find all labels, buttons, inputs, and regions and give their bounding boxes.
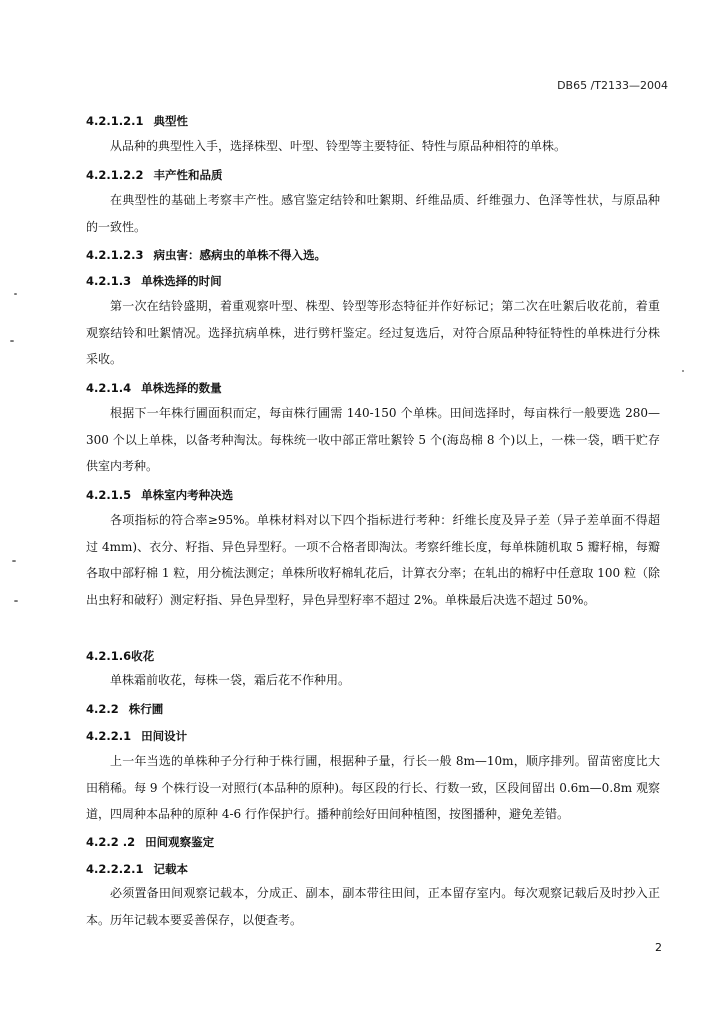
section-heading-4-2-2-1 (86, 728, 187, 744)
scan-speck (14, 293, 17, 295)
paragraph-selection-time: 第一次在结铃盛期，着重观察叶型、株型、铃型等形态特征并作好标记；第二次在吐絮后收花前，着重观察结铃和吐絮情况。选择抗病单株，进行劈杆鉴定。经过复选后，对符合原品种特征特性的单株进行分株采收。 (86, 299, 660, 366)
section-number: 4.2.1.6 (86, 649, 132, 663)
section-heading-4-2-1-6 (86, 648, 154, 664)
section-title: 记载本 (153, 862, 188, 876)
section-number: 4.2.1.3 (86, 274, 132, 288)
section-title: 田间设计 (141, 729, 188, 743)
scan-speck (14, 600, 18, 602)
section-number: 4.2.1.4 (86, 381, 132, 395)
paragraph-typicality: 从品种的典型性入手，选择株型、叶型、铃型等主要特征、特性与原品种相符的单株。 (110, 139, 567, 153)
paragraph-yield-quality: 在典型性的基础上考察丰产性。感官鉴定结铃和吐絮期、纤维品质、纤维强力、色泽等性状，与原品种的一致性。 (86, 193, 660, 234)
paragraph-harvest: 单株霜前收花，每株一袋，霜后花不作种用。 (110, 673, 351, 687)
section-title: 收花 (131, 649, 155, 663)
section-number: 4.2.2.2.1 (86, 862, 144, 876)
section-title: 株行圃 (128, 702, 164, 716)
scan-speck (10, 340, 14, 342)
scan-speck (12, 560, 16, 562)
section-heading-4-2-1-3 (86, 273, 222, 289)
section-heading-4-2-2-2 (86, 834, 214, 850)
section-heading-4-2-1-2-2 (86, 167, 222, 183)
section-heading-4-2-2 (86, 701, 163, 717)
section-title: 病虫害：感病虫的单株不得入选。 (153, 248, 326, 262)
section-heading-4-2-1-2-3 (86, 247, 326, 263)
section-number: 4.2.1.2.1 (86, 114, 144, 128)
section-title: 丰产性和品质 (153, 168, 223, 182)
section-title: 单株选择的数量 (141, 381, 222, 395)
section-title: 单株选择的时间 (141, 274, 222, 288)
paragraph-selection-quantity: 根据下一年株行圃面积而定，每亩株行圃需 140-150 个单株。田间选择时，每亩株行一般要选 280—300 个以上单株，以备考种淘汰。每株统一收中部正常吐絮铃 5 个(海岛棉 8 个)以上，一株一袋，晒干贮存供室内考种。 (86, 406, 660, 473)
section-heading-4-2-1-5 (86, 487, 233, 503)
section-heading-4-2-1-4 (86, 380, 222, 396)
page-number: 2 (655, 941, 662, 954)
section-number: 4.2.2 (86, 702, 119, 716)
paragraph-indoor-testing: 各项指标的符合率≥95%。单株材料对以下四个指标进行考种：纤维长度及异子差（异子差单面不得超过 4mm)、衣分、籽指、异色异型籽。一项不合格者即淘汰。考察纤维长度，每单株随机取 5 瓣籽棉，每瓣各取中部籽棉 1 粒，用分梳法测定；单株所收籽棉轧花后，计算衣分率；在轧出的棉籽中任意取 100 粒（除出虫籽和破籽）测定籽指、异色异型籽，异色异型籽率不超过 2%。单株最后决选不超过 50%。 (86, 513, 660, 607)
section-number: 4.2.1.2.3 (86, 248, 144, 262)
section-title: 典型性 (153, 114, 188, 128)
paragraph-record-book: 必须置备田间观察记载本，分成正、副本，副本带往田间，正本留存室内。每次观察记载后及时抄入正本。历年记载本要妥善保存，以便查考。 (86, 886, 660, 927)
section-heading-4-2-1-2-1 (86, 113, 188, 129)
section-number: 4.2.2.1 (86, 729, 132, 743)
section-title: 单株室内考种决选 (141, 488, 234, 502)
section-number: 4.2.1.2.2 (86, 168, 144, 182)
standard-code-header: DB65 /T2133—2004 (557, 79, 668, 92)
section-title: 田间观察鉴定 (145, 835, 215, 849)
scan-speck (682, 370, 684, 372)
section-heading-4-2-2-2-1 (86, 861, 188, 877)
section-number: 4.2.2 .2 (86, 835, 136, 849)
section-number: 4.2.1.5 (86, 488, 132, 502)
paragraph-field-design: 上一年当选的单株种子分行种于株行圃，根据种子量，行长一般 8m—10m，顺序排列。留苗密度比大田稍稀。每 9 个株行设一对照行(本品种的原种)。每区段的行长、行数一致，区段间留出 0.6m—0.8m 观察道，四周种本品种的原种 4-6 行作保护行。播种前绘好田间种植图，按图播种，避免差错。 (86, 754, 660, 821)
